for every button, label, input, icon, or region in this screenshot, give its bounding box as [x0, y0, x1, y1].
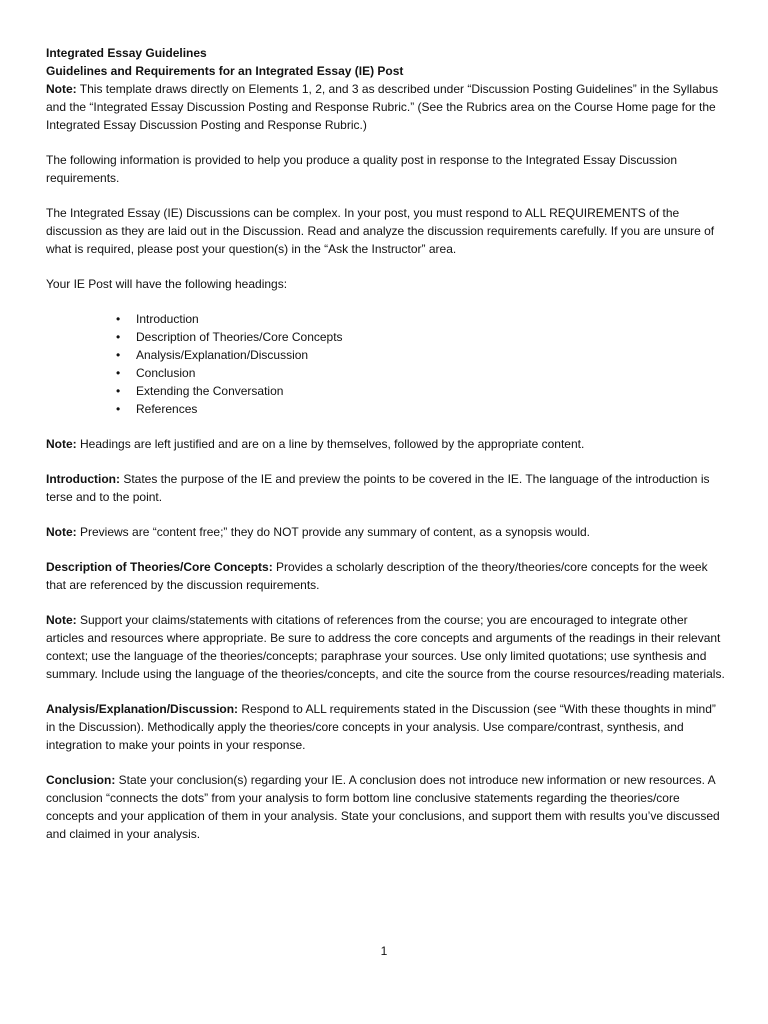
conclusion-text: State your conclusion(s) regarding your IE. A conclusion does not introduce new information or new resources. A conclusion “connects the dots” from your analysis to form bottom line conclusive statements regarding the theories/core concepts and your application of them in your analysis. State your conclusions, and support them with results you’ve discussed and claimed in your analysis.	[46, 773, 720, 841]
note-label: Note:	[46, 437, 77, 451]
analysis-label: Analysis/Explanation/Discussion:	[46, 702, 239, 716]
document-page	[46, 44, 726, 860]
document-title: Integrated Essay Guidelines	[46, 46, 207, 60]
bullet-icon: •	[116, 366, 121, 380]
complexity-paragraph: The Integrated Essay (IE) Discussions can be complex. In your post, you must respond to ALL REQUIREMENTS of the discussion as they are laid out in the Discussion. Read and analyze the discussion requirements carefully. If you are unsure of what is required, please post your question(s) in the “Ask the Instructor” area.	[46, 206, 715, 256]
list-item	[46, 400, 726, 418]
list-item	[46, 310, 726, 328]
description-text: Provides a scholarly description of the theory/theories/core concepts for the week that are referenced by the discussion requirements.	[46, 560, 708, 592]
bullet-icon: •	[116, 330, 121, 344]
note-headings-paragraph	[46, 435, 726, 453]
note-label: Note:	[46, 613, 77, 627]
bullet-icon: •	[116, 384, 121, 398]
conclusion-paragraph	[46, 771, 726, 843]
bullet-icon: •	[116, 312, 121, 326]
introduction-text: States the purpose of the IE and preview the points to be covered in the IE. The language of the introduction is terse and to the point.	[46, 472, 710, 504]
list-item	[46, 382, 726, 400]
note-template-paragraph	[46, 80, 726, 134]
list-item-label: Conclusion	[136, 366, 196, 380]
note-text: This template draws directly on Elements 1, 2, and 3 as described under “Discussion Posting Guidelines” in the Syllabus and the “Integrated Essay Discussion Posting and Response Rubric.” (See the Rubrics area on the Course Home page for the Integrated Essay Discussion Posting and Response Rubric.)	[46, 82, 719, 132]
description-label: Description of Theories/Core Concepts:	[46, 560, 273, 574]
list-item-label: Analysis/Explanation/Discussion	[136, 348, 309, 362]
list-item-label: Extending the Conversation	[136, 384, 284, 398]
note-previews-paragraph	[46, 523, 726, 541]
bullet-icon: •	[116, 348, 121, 362]
note-support-paragraph	[46, 611, 726, 683]
note-label: Note:	[46, 82, 77, 96]
introduction-label: Introduction:	[46, 472, 120, 486]
note-text: Support your claims/statements with citations of references from the course; you are encouraged to integrate other articles and resources where appropriate. Be sure to address the core concepts and arguments of the readings in their relevant context; use the language of the theories/concepts; paraphrase your sources. Use only limited quotations; use synthesis and summary. Include using the language of the theories/concepts, and cite the source from the course resources/reading materials.	[46, 613, 725, 681]
info-paragraph: The following information is provided to help you produce a quality post in response to the Integrated Essay Discussion requirements.	[46, 153, 678, 185]
document-subtitle: Guidelines and Requirements for an Integrated Essay (IE) Post	[46, 64, 404, 78]
description-paragraph	[46, 558, 726, 594]
headings-intro-paragraph: Your IE Post will have the following headings:	[46, 277, 288, 291]
list-item-label: Description of Theories/Core Concepts	[136, 330, 343, 344]
page-number: 1	[380, 944, 388, 958]
note-text: Previews are “content free;” they do NOT provide any summary of content, as a synopsis would.	[76, 525, 591, 539]
list-item	[46, 364, 726, 382]
analysis-text: Respond to ALL requirements stated in the Discussion (see “With these thoughts in mind” in the Discussion). Methodically apply the theories/core concepts in your analysis. Use compare/contrast, synthesis, and integration to make your points in your response.	[46, 702, 716, 752]
conclusion-label: Conclusion:	[46, 773, 116, 787]
note-text: Headings are left justified and are on a line by themselves, followed by the appropriate content.	[76, 437, 585, 451]
list-item	[46, 328, 726, 346]
list-item-label: References	[136, 402, 198, 416]
list-item	[46, 346, 726, 364]
list-item-label: Introduction	[136, 312, 199, 326]
note-label: Note:	[46, 525, 77, 539]
introduction-paragraph	[46, 470, 726, 506]
bullet-icon: •	[116, 402, 121, 416]
headings-list	[46, 310, 726, 418]
analysis-paragraph	[46, 700, 726, 754]
